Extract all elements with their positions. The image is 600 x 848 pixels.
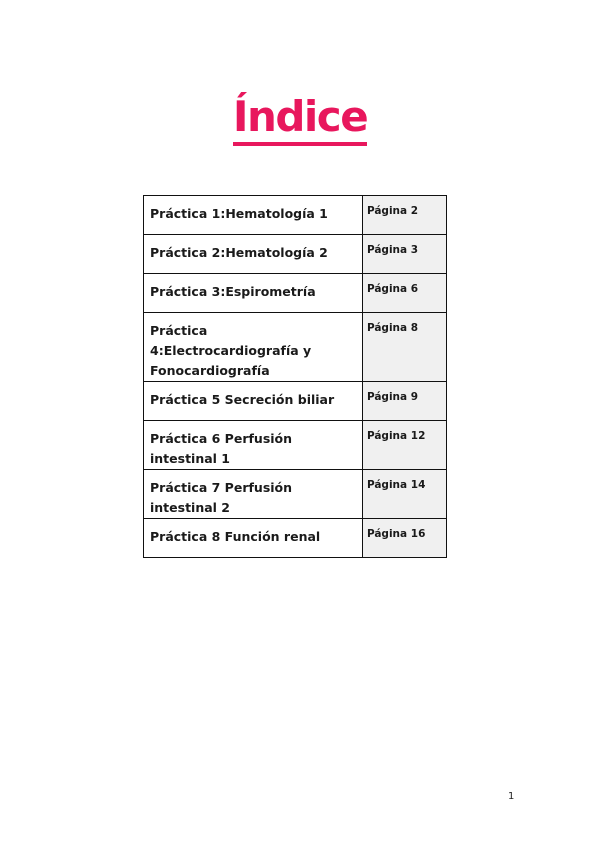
toc-item-page: Página 12	[362, 421, 446, 470]
toc-item-label: Práctica 1:Hematología 1	[144, 196, 363, 235]
table-row	[144, 470, 447, 519]
toc-item-label: Práctica 5 Secreción biliar	[144, 382, 363, 421]
toc-item-page: Página 16	[362, 519, 446, 558]
page-title-wrapper	[0, 92, 600, 146]
toc-item-page: Página 9	[362, 382, 446, 421]
toc-item-page: Página 2	[362, 196, 446, 235]
index-table	[143, 195, 447, 558]
toc-item-label: Práctica 6 Perfusión intestinal 1	[144, 421, 363, 470]
page-title: Índice	[233, 92, 367, 146]
toc-item-page: Página 3	[362, 235, 446, 274]
toc-item-label: Práctica 2:Hematología 2	[144, 235, 363, 274]
toc-item-page: Página 6	[362, 274, 446, 313]
table-row	[144, 235, 447, 274]
table-row	[144, 382, 447, 421]
toc-item-label: Práctica 3:Espirometría	[144, 274, 363, 313]
table-row	[144, 274, 447, 313]
toc-item-label: Práctica 4:Electrocardiografía y Fonocardiografía	[144, 313, 363, 382]
table-row	[144, 519, 447, 558]
table-row	[144, 196, 447, 235]
toc-item-label: Práctica 7 Perfusión intestinal 2	[144, 470, 363, 519]
toc-item-label: Práctica 8 Función renal	[144, 519, 363, 558]
page-number: 1	[508, 791, 515, 802]
toc-item-page: Página 8	[362, 313, 446, 382]
table-row	[144, 313, 447, 382]
table-row	[144, 421, 447, 470]
toc-item-page: Página 14	[362, 470, 446, 519]
